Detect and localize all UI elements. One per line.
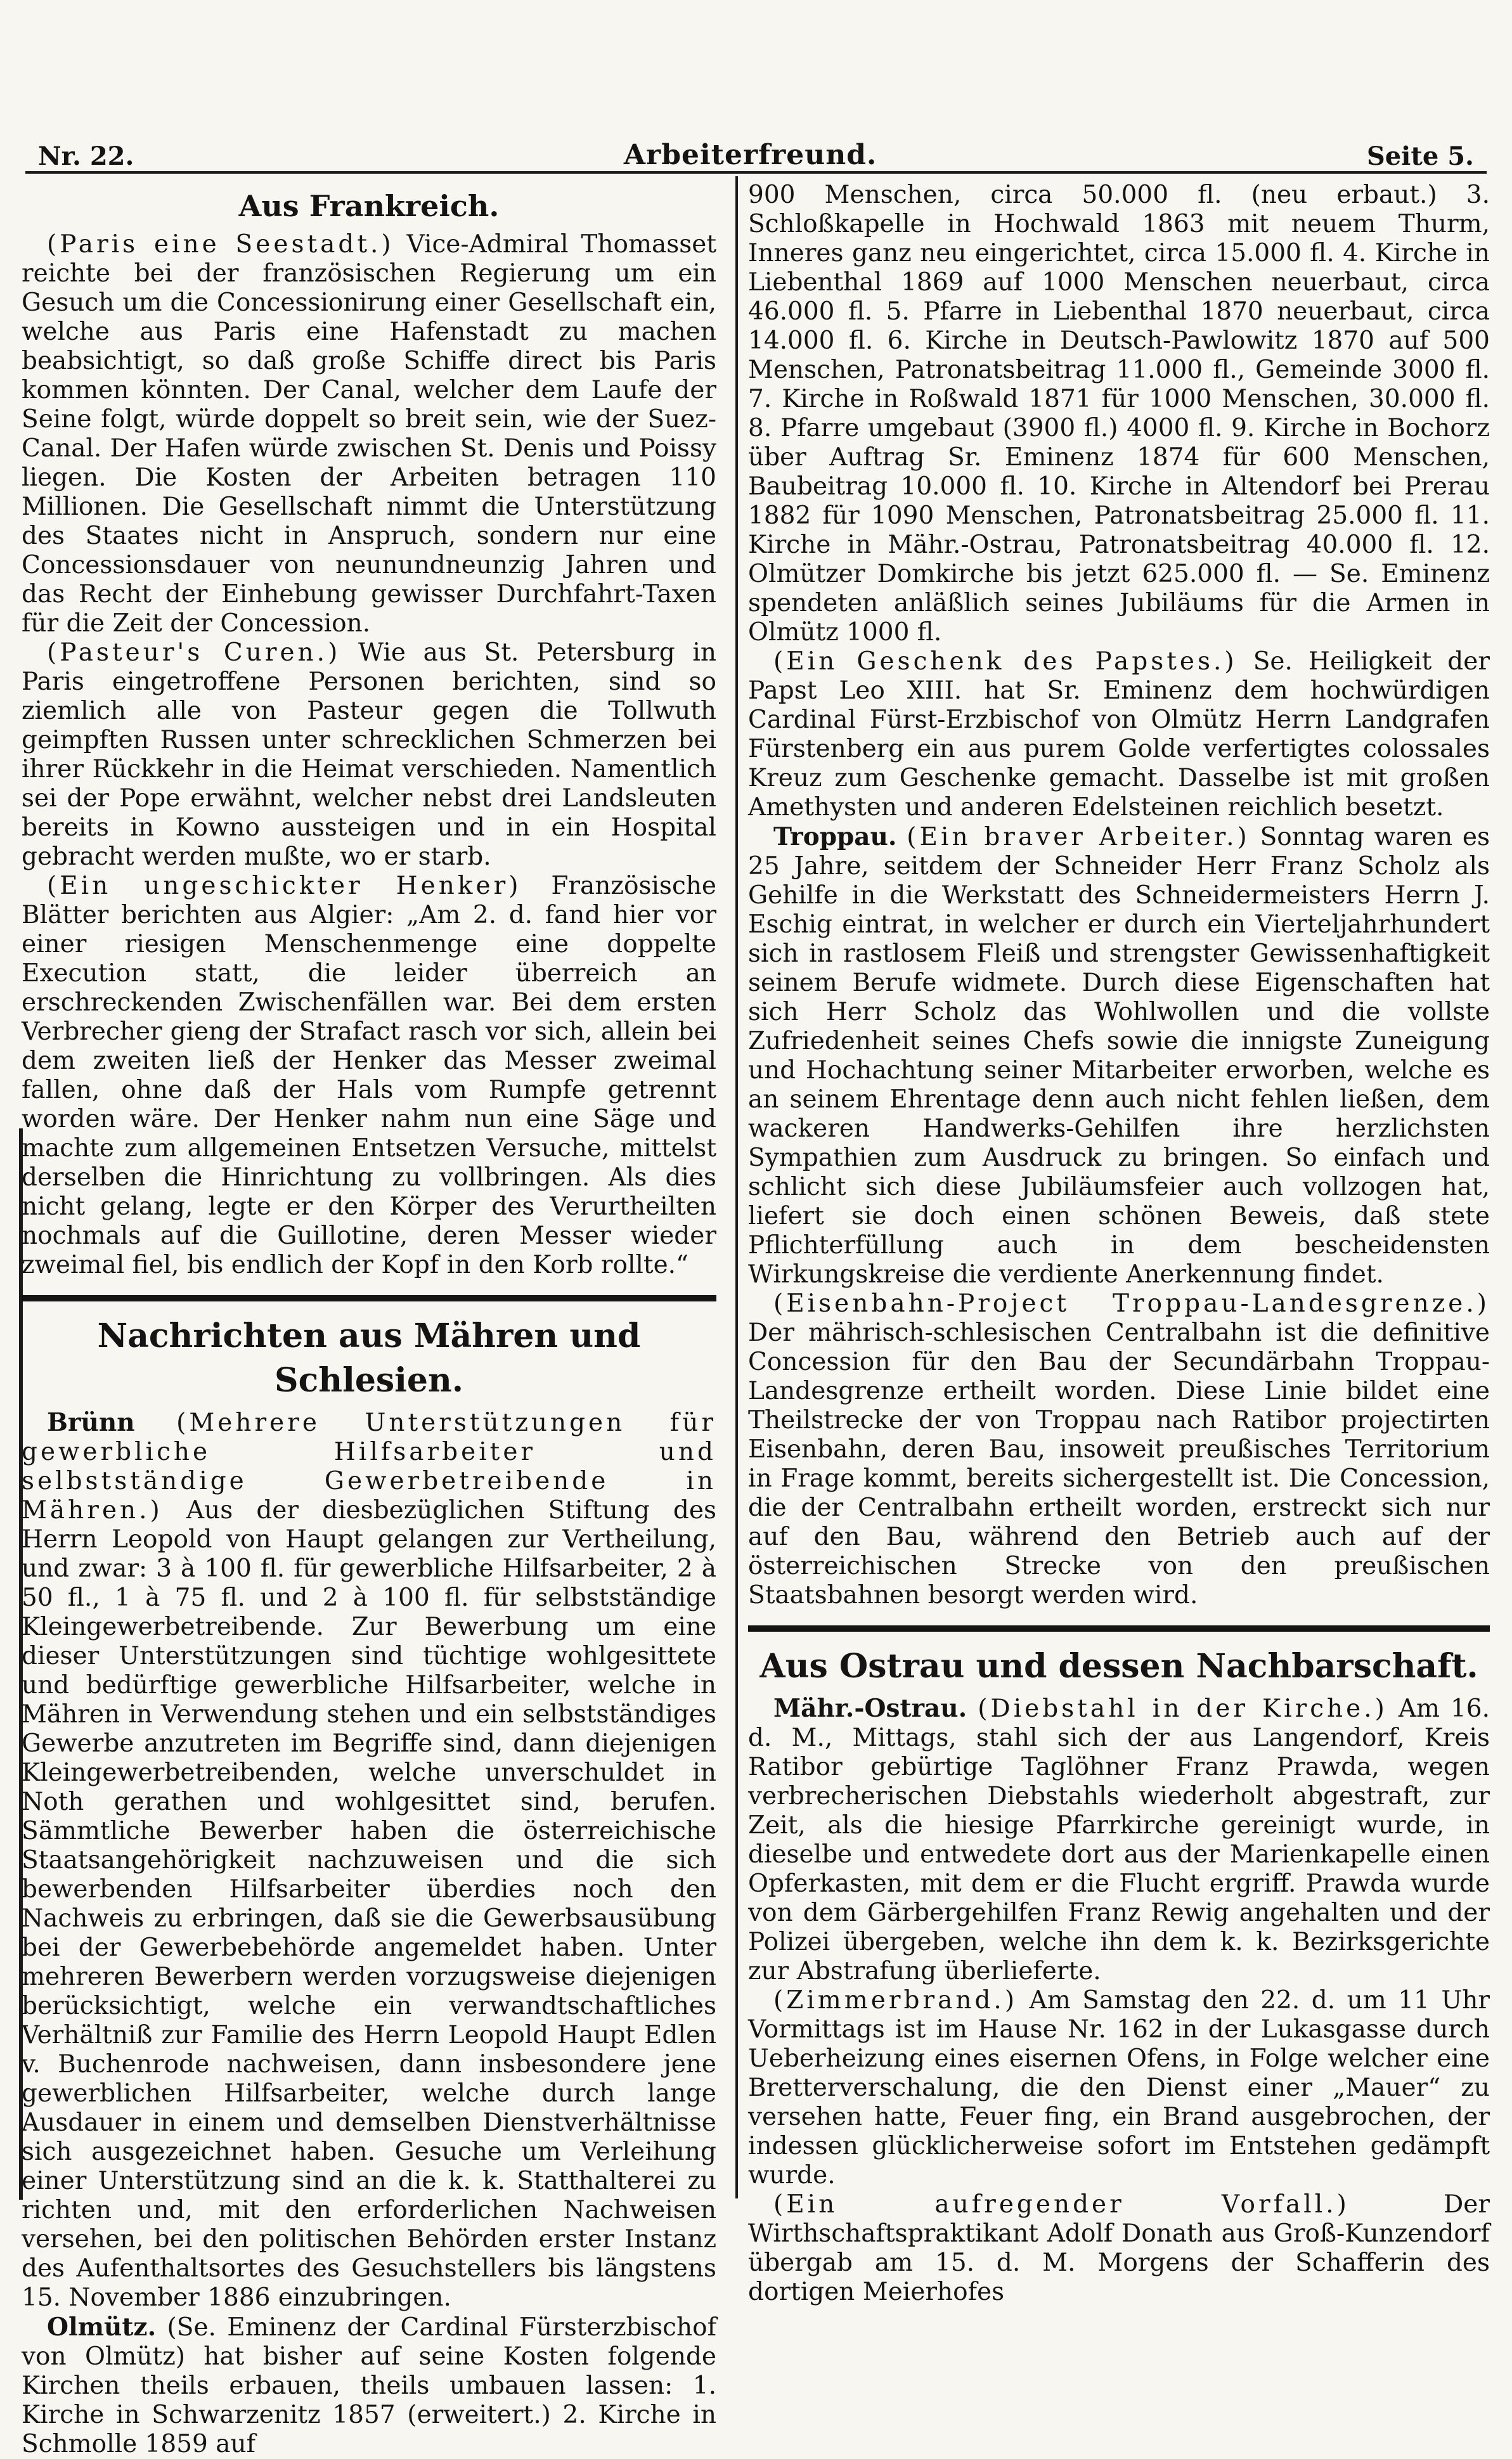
article-olmuetz-continued: 900 Menschen, circa 50.000 fl. (neu erbaut.) 3. Schloßkapelle in Hochwald 1863 mit neuem Thurm, Inneres ganz neu eingerichtet, circa 15.000 fl. 4. Kirche in Liebenthal 1869 auf 1000 Menschen neuerbaut, circa 46.000 fl. 5. Pfarre in Liebenthal 1870 neuerbaut, circa 14.000 fl. 6. Kirche in Deutsch-Pawlowitz 1870 auf 500 Menschen, Patronatsbeitrag 11.000 fl., Gemeinde 3000 fl. 7. Kirche in Roßwald 1871 für 1000 Menschen, 30.000 fl. 8. Pfarre umgebaut (3900 fl.) 4000 fl. 9. Kirche in Bochorz über Auftrag Sr. Eminenz 1874 für 600 Menschen, Baubeitrag 10.000 fl. 10. Kirche in Altendorf bei Prerau 1882 für 1090 Menschen, Patronatsbeitrag 25.000 fl. 11. Kirche in Mähr.-Ostrau, Patronatsbeitrag 40.000 fl. 12. Olmützer Domkirche bis jetzt 625.000 fl. — Se. Eminenz spendeten anläßlich seines Jubiläums für die Armen in Olmütz 1000 fl. — [748, 181, 1490, 647]
article-lead: (Ein ungeschickter Henker) — [47, 872, 522, 900]
article-place: Mähr.-Ostrau. — [773, 1694, 967, 1723]
article-place: Brünn — [47, 1408, 135, 1437]
article-vorfall — [748, 2190, 1490, 2307]
article-henker — [22, 872, 716, 1280]
article-troppau — [748, 822, 1490, 1289]
article-body: Vice-Admiral Thomasset reichte bei der französischen Regierung um ein Gesuch um die Concessionirung einer Gesellschaft ein, welche aus Paris eine Hafenstadt zu machen beabsichtigt, so daß große Schiffe direct bis Paris kommen könnten. Der Canal, welcher dem Laufe der Seine folgt, würde doppelt so breit sein, wie der Suez-Canal. Der Hafen würde zwischen St. Denis und Poissy liegen. Die Kosten der Arbeiten betragen 110 Millionen. Die Gesellschaft nimmt die Unterstützung des Staates nicht in Anspruch, sondern nur eine Concessionsdauer von neunundneunzig Jahren und das Recht der Einhebung gewisser Durchfahrt-Taxen für die Zeit der Concession. — [22, 230, 717, 638]
article-body: Der Wirthschaftspraktikant Adolf Donath aus Groß-Kunzendorf übergab am 15. d. M. Morgens der Schafferin des dortigen Meierhofes — [748, 2190, 1490, 2306]
article-paris-seestadt — [22, 230, 716, 638]
left-column — [22, 181, 716, 2459]
article-lead: (Pasteur's Curen.) — [47, 638, 341, 667]
header-rule — [25, 171, 1487, 174]
article-lead: (Ein braver Arbeiter.) — [907, 823, 1250, 851]
article-body: Se. Heiligkeit der Papst Leo XIII. hat Sr. Eminenz dem hochwürdigen Cardinal Fürst-Erzbischof von Olmütz Herrn Landgrafen Fürstenberg ein aus purem Golde verfertigtes colossales Kreuz zum Geschenke gemacht. Dasselbe ist mit großen Amethysten und anderen Edelsteinen reichlich besetzt. — [748, 647, 1490, 822]
article-body: Wie aus St. Petersburg in Paris eingetroffene Personen berichten, sind so ziemlich alle von Pasteur gegen die Tollwuth geimpften Russen unter schrecklichen Schmerzen bei ihrer Rückkehr in die Heimat verschieden. Namentlich sei der Pope erwähnt, welcher nebst drei Landsleuten bereits in Kowno aussteigen und in ein Hospital gebracht werden mußte, wo er starb. — [22, 638, 716, 871]
article-lead: (Ein Geschenk des Papstes.) — [773, 647, 1237, 676]
article-lead: (Mehrere Unterstützungen für gewerbliche Hilfsarbeiter und selbstständige Gewerbetreibende in Mähren.) — [22, 1409, 716, 1525]
article-body: Französische Blätter berichten aus Algier: „Am 2. d. fand hier vor einer riesigen Menschenmenge eine doppelte Execution statt, die leider überreich an erschreckenden Zwischenfällen war. Bei dem ersten Verbrecher gieng der Strafact rasch vor sich, allein bei dem zweiten ließ der Henker das Messer zweimal fallen, ohne daß der Hals vom Rumpfe getrennt worden wäre. Der Henker nahm nun eine Säge und machte zum allgemeinen Entsetzen Versuche, mittelst derselben die Hinrichtung zu vollbringen. Als dies nicht gelang, legte er den Körper des Verurtheilten nochmals auf die Guillotine, deren Messer wieder zweimal fiel, bis endlich der Kopf in den Korb rollte.“ — [22, 872, 716, 1279]
section-title-maehren: Nachrichten aus Mähren und Schlesien. — [97, 1317, 641, 1400]
newspaper-title: Arbeiterfreund. — [623, 139, 877, 171]
column-divider — [735, 176, 738, 2198]
article-lead: (Paris eine Seestadt.) — [47, 230, 394, 259]
article-lead: (Eisenbahn-Project Troppau-Landesgrenze.) — [773, 1289, 1490, 1318]
section-title-frankreich: Aus Frankreich. — [238, 189, 500, 223]
page-number: Seite 5. — [1366, 141, 1474, 171]
article-lead: (Zimmerbrand.) — [773, 1986, 1018, 2015]
article-place: Olmütz. — [47, 2313, 157, 2342]
section-rule — [748, 1625, 1490, 1632]
article-pasteur — [22, 638, 716, 872]
article-olmuetz — [22, 2313, 716, 2459]
article-bruenn — [22, 1408, 716, 2313]
right-column — [748, 181, 1490, 2307]
article-body: Aus der diesbezüglichen Stiftung des Herrn Leopold von Haupt gelangen zur Vertheilung, und zwar: 3 à 100 fl. für gewerbliche Hilfsarbeiter, 2 à 50 fl., 1 à 75 fl. und 2 à 100 fl. für selbstständige Kleingewerbetreibende. Zur Bewerbung um eine dieser Unterstützungen sind tüchtige wohlgesittete und bedürftige gewerbliche Hilfsarbeiter, welche in Mähren in Verwendung stehen und ein selbstständiges Gewerbe anzutreten im Begriffe sind, dann diejenigen Kleingewerbetreibenden, welche unverschuldet in Noth gerathen und wohlgesittet sind, berufen. Sämmtliche Bewerber haben die österreichische Staatsangehörigkeit nachzuweisen und die sich bewerbenden Hilfsarbeiter überdies noch den Nachweis zu erbringen, daß sie die Gewerbsausübung bei der Gewerbebehörde angemeldet haben. Unter mehreren Bewerbern werden vorzugsweise diejenigen berücksichtigt, welche ein verwandtschaftliches Verhältniß zur Familie des Herrn Leopold Haupt Edlen v. Buchenrode nachweisen, dann insbesondere jene gewerblichen Hilfsarbeiter, welche durch lange Ausdauer in einem und demselben Dienstverhältnisse sich ausgezeichnet haben. Gesuche um Verleihung einer Unterstützung sind an die k. k. Statthalterei zu richten und, mit den erforderlichen Nachweisen versehen, bei den politischen Behörden erster Instanz des Aufenthaltsortes des Gesuchstellers bis längstens 15. November 1886 einzubringen. — [22, 1496, 716, 2312]
article-body: Am Samstag den 22. d. um 11 Uhr Vormittags ist im Hause Nr. 162 in der Lukasgasse durch Ueberheizung eines eisernen Ofens, in Folge welcher eine Bretterverschalung, die den Dienst einer „Mauer“ zu versehen hatte, Feuer fing, ein Brand ausgebrochen, der indessen glücklicherweise sofort im Entstehen gedämpft wurde. — [748, 1986, 1490, 2190]
article-geschenk-papst — [748, 647, 1490, 822]
article-body: Am 16. d. M., Mittags, stahl sich der aus Langendorf, Kreis Ratibor gebürtige Taglöhner Franz Prawda, wegen verbrecherischen Diebstahls wiederholt abgestraft, zur Zeit, als die hiesige Pfarrkirche gereinigt wurde, in dieselbe und entwedete dort aus der Marienkapelle einen Opferkasten, mit dem er die Flucht ergriff. Prawda wurde von dem Gärbergehilfen Franz Rewig angehalten und der Polizei übergeben, welche ihn dem k. k. Bezirksgerichte zur Abstrafung überlieferte. — [748, 1694, 1490, 1985]
page-header — [38, 120, 1474, 171]
article-lead: (Ein aufregender Vorfall.) — [773, 2190, 1350, 2219]
article-diebstahl — [748, 1694, 1490, 1986]
article-lead: (Diebstahl in der Kirche.) — [978, 1694, 1388, 1723]
article-eisenbahn — [748, 1289, 1490, 1610]
section-rule — [22, 1295, 716, 1301]
section-title-ostrau: Aus Ostrau und dessen Nachbarschaft. — [759, 1647, 1478, 1686]
article-body: (Se. Eminenz der Cardinal Fürsterzbischof von Olmütz) hat bisher auf seine Kosten folgende Kirchen theils erbauen, theils umbauen lassen: 1. Kirche in Schwarzenitz 1857 (erweitert.) 2. Kirche in Schmolle 1859 auf — [22, 2313, 716, 2458]
article-place: Troppau. — [773, 822, 897, 851]
article-zimmerbrand — [748, 1986, 1490, 2190]
article-body: Der mährisch-schlesischen Centralbahn ist die definitive Concession für den Bau der Secundärbahn Troppau-Landesgrenze ertheilt worden. Diese Linie bildet eine Theilstrecke der von Troppau nach Ratibor projectirten Eisenbahn, deren Bau, insoweit preußisches Territorium in Frage kommt, bereits sichergestellt ist. Die Concession, die der Centralbahn ertheilt worden, erstreckt sich nur auf den Bau, während den Betrieb auch auf der österreichischen Strecke von den preußischen Staatsbahnen besorgt werden wird. — [748, 1319, 1490, 1610]
article-body: Sonntag waren es 25 Jahre, seitdem der Schneider Herr Franz Scholz als Gehilfe in die Werkstatt des Schneidermeisters Herrn J. Eschig eintrat, in welcher er durch ein Vierteljahrhundert sich in rastlosem Fleiß und strengster Gewissenhaftigkeit seinem Berufe widmete. Durch diese Eigenschaften hat sich Herr Scholz das Wohlwollen und die vollste Zufriedenheit seines Chefs sowie die innigste Zuneigung und Hochachtung seiner Mitarbeiter erworben, welche es an seinem Ehrentage denn auch nicht fehlen ließen, dem wackeren Handwerks-Gehilfen ihre herzlichsten Sympathien zum Ausdruck zu bringen. So einfach und schlicht sich diese Jubiläumsfeier auch vollzogen hat, liefert sie doch einen schönen Beweis, daß stete Pflichterfüllung auch in dem bescheidensten Wirkungskreise die verdiente Anerkennung findet. — [748, 823, 1490, 1289]
issue-number: Nr. 22. — [38, 141, 134, 171]
